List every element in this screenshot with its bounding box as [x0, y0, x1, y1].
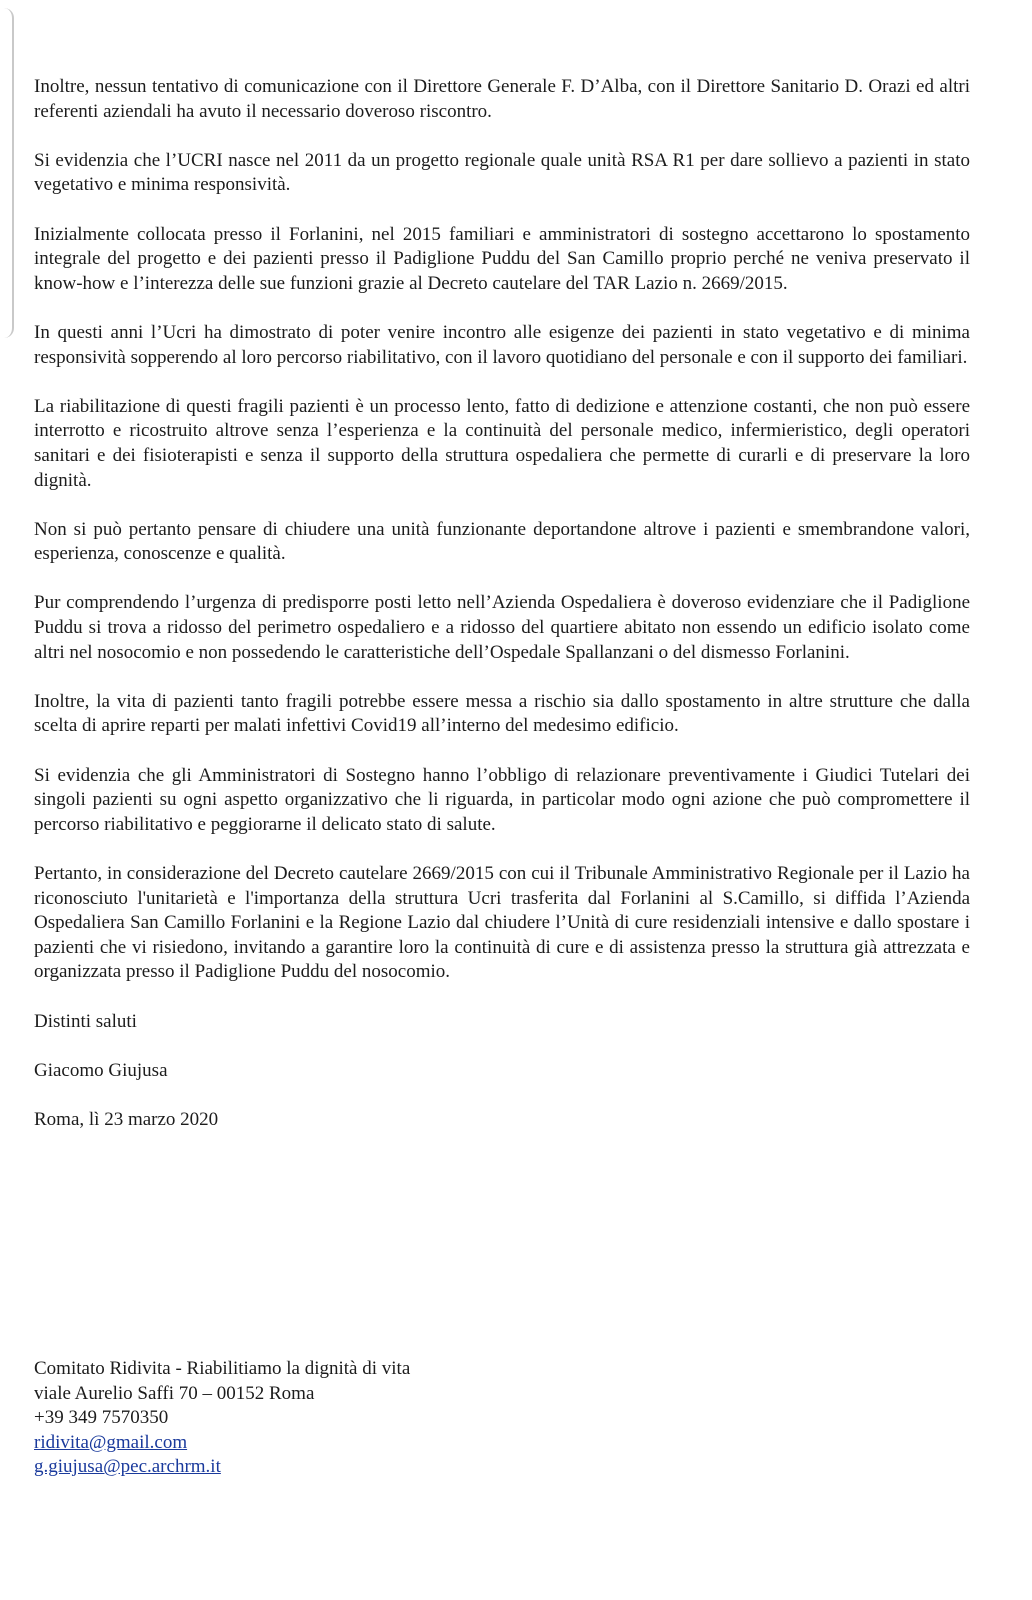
- paragraph-no-closure: Non si può pertanto pensare di chiudere una unità funzionante deportandone altrove i pazienti e smembrandone valori, esperienza, conoscenze e qualità.: [34, 518, 970, 565]
- paragraph-rehabilitation: La riabilitazione di questi fragili pazienti è un processo lento, fatto di dedizione e attenzione costanti, che non può essere interrotto e ricostruito altrove senza l’esperienza e la continuità del personale medico, infermieristico, degli operatori sanitari e dei fisioterapisti e senza il supporto della struttura ospedaliera che permette di curarli e di preservare la loro dignità.: [34, 395, 970, 491]
- letter-body: [34, 75, 970, 1157]
- paragraph-covid-risk: Inoltre, la vita di pazienti tanto fragili potrebbe essere messa a rischio sia dallo spostamento in altre strutture che dalla scelta di aprire reparti per malati infettivi Covid19 all’interno del medesimo edificio.: [34, 690, 970, 737]
- organization-name: Comitato Ridivita - Riabilitiamo la dignità di vita: [34, 1358, 411, 1379]
- paragraph-formal-notice: Pertanto, in considerazione del Decreto cautelare 2669/2015 con cui il Tribunale Amministrativo Regionale per il Lazio ha riconosciuto l'unitarietà e l'importanza della struttura Ucri trasferita dal Forlanini al S.Camillo, si diffida l’Azienda Ospedaliera San Camillo Forlanini e la Regione Lazio dal chiudere l’Unità di cure residenziali intensive e dallo spostare i pazienti che vi risiedono, invitando a garantire loro la continuità di cure e di assistenza presso la struttura già attrezzata e organizzata presso il Padiglione Puddu del nosocomio.: [34, 863, 970, 983]
- paragraph-relocation: Inizialmente collocata presso il Forlanini, nel 2015 familiari e amministratori di sostegno accettarono lo spostamento integrale del progetto e dei pazienti presso il Padiglione Puddu del San Camillo proprio perché ne veniva preservato il know-how e l’interezza delle sue funzioni grazie al Decreto cautelare del TAR Lazio n. 2669/2015.: [34, 223, 970, 294]
- pec-email-link[interactable]: g.giujusa@pec.archrm.it: [34, 1456, 221, 1478]
- page-edge-mark: [0, 8, 14, 338]
- paragraph-guardians: Si evidenzia che gli Amministratori di Sostegno hanno l’obbligo di relazionare preventivamente i Giudici Tutelari dei singoli pazienti su ogni aspetto organizzativo che li riguarda, in particolar modo ogni azione che può compromettere il percorso riabilitativo e peggiorarne il delicato stato di salute.: [34, 764, 970, 835]
- closing-greeting: Distinti saluti: [34, 1010, 137, 1032]
- place-date: Roma, lì 23 marzo 2020: [34, 1108, 219, 1130]
- phone-number: +39 349 7570350: [34, 1407, 169, 1429]
- paragraph-ucri-origin: Si evidenzia che l’UCRI nasce nel 2011 da un progetto regionale quale unità RSA R1 per dare sollievo a pazienti in stato vegetativo e minima responsività.: [34, 149, 970, 196]
- paragraph-achievements: In questi anni l’Ucri ha dimostrato di poter venire incontro alle esigenze dei pazienti in stato vegetativo e di minima responsività sopperendo al loro percorso riabilitativo, con il lavoro quotidiano del personale e con il supporto dei familiari.: [34, 321, 970, 368]
- email-link[interactable]: ridivita@gmail.com: [34, 1431, 188, 1453]
- contact-footer: [34, 1357, 634, 1480]
- paragraph-puddu-location: Pur comprendendo l’urgenza di predisporre posti letto nell’Azienda Ospedaliera è doveroso evidenziare che il Padiglione Puddu si trova a ridosso del perimetro ospedaliero e a ridosso del quartiere abitato non essendo un edificio isolato come altri nel nosocomio e non possedendo le caratteristiche dell’Ospedale Spallanzani o del dismesso Forlanini.: [34, 592, 970, 663]
- signature: Giacomo Giujusa: [34, 1059, 168, 1081]
- paragraph-communication: Inoltre, nessun tentativo di comunicazione con il Direttore Generale F. D’Alba, con il Direttore Sanitario D. Orazi ed altri referenti aziendali ha avuto il necessario doveroso riscontro.: [34, 76, 970, 122]
- organization-address: viale Aurelio Saffi 70 – 00152 Roma: [34, 1382, 315, 1404]
